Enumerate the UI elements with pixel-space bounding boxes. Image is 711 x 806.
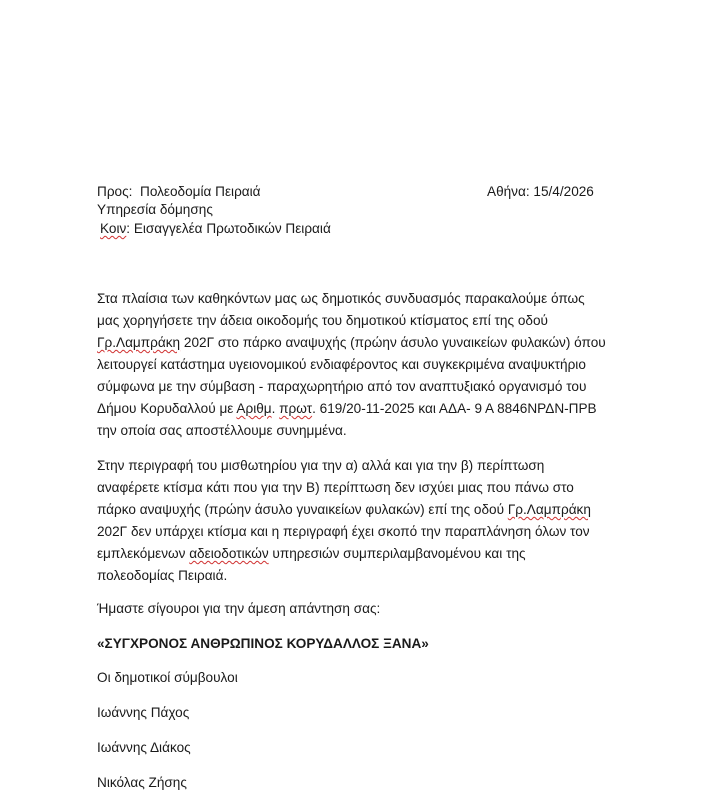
paragraph-1-text: .	[271, 401, 280, 416]
cc-prefix: Κοιν	[100, 221, 127, 236]
closing-sentence: Ήμαστε σίγουροι για την άμεση απάντηση σας:	[97, 601, 381, 616]
paragraph-2-line: αναφέρετε κτίσμα κάτι που για την Β) περίπτωση δεν ισχύει μιας που πάνω στο	[97, 480, 574, 495]
paragraph-1-line: λειτουργεί κατάστημα υγειονομικού ενδιαφέροντος και συγκεκριμένα αναψυκτήριο	[97, 357, 586, 372]
flagged-word: αδειοδοτικών	[189, 546, 269, 561]
paragraph-1-line: την οποία σας αποστέλλουμε συνημμένα.	[97, 423, 347, 438]
signatory-name: Νικόλας Ζήσης	[97, 775, 187, 790]
signatories-label: Οι δημοτικοί σύμβουλοι	[97, 670, 238, 685]
street-name: Γρ.Λαμπράκη	[507, 502, 591, 517]
abbreviation: Αριθμ	[236, 401, 272, 416]
signatory-name: Ιωάννης Πάχος	[97, 705, 190, 720]
cc-recipient: : Εισαγγελέα Πρωτοδικών Πειραιά	[126, 221, 331, 236]
document-date: Αθήνα: 15/4/2026	[487, 184, 594, 199]
paragraph-1-line: Στα πλαίσια των καθηκόντων μας ως δημοτικός συνδυασμός παρακαλούμε όπως	[97, 291, 585, 306]
recipient-department: Υπηρεσία δόμησης	[97, 202, 213, 217]
paragraph-1-line	[97, 398, 597, 419]
paragraph-1-line: μας χορηγήσετε την άδεια οικοδομής του δημοτικού κτίσματος επί της οδού	[97, 313, 548, 328]
paragraph-2-line: 202Γ δεν υπάρχει κτίσμα και η περιγραφή έχει σκοπό την παραπλάνηση όλων τον	[97, 524, 590, 539]
paragraph-2-text: εμπλεκόμενων	[97, 546, 190, 561]
recipient-name: Πολεοδομία Πειραιά	[140, 184, 261, 199]
paragraph-2-line: Στην περιγραφή του μισθωτηρίου για την α) αλλά και για την β) περίπτωση	[97, 458, 545, 473]
paragraph-2-line	[97, 499, 591, 520]
paragraph-1-line: σύμφωνα με την σύμβαση - παραχωρητήριο από τον αναπτυξιακό οργανισμό του	[97, 379, 587, 394]
paragraph-2-line	[97, 543, 526, 564]
paragraph-1-text: . 619/20-11-2025 και ΑΔΑ- 9 Α 8846ΝΡΔΝ-ΠΡΒ	[312, 401, 597, 416]
slogan: «ΣΥΓΧΡΟΝΟΣ ΑΝΘΡΩΠΙΝΟΣ ΚΟΡΥΔΑΛΛΟΣ ΞΑΝΑ»	[97, 636, 429, 651]
recipient-line	[97, 182, 261, 202]
cc-line	[100, 219, 331, 239]
paragraph-2-text: πάρκο αναψυχής (πρώην άσυλο γυναικείων φυλακών) επί της οδού	[97, 502, 508, 517]
recipient-prefix: Προς:	[97, 184, 133, 199]
paragraph-1-line	[97, 332, 606, 353]
paragraph-1-text: 202Γ στο πάρκο αναψυχής (πρώην άσυλο γυναικείων φυλακών) όπου	[180, 335, 606, 350]
abbreviation: πρωτ	[279, 401, 313, 416]
paragraph-2-line: πολεοδομίας Πειραιά.	[97, 568, 228, 583]
street-name: Γρ.Λαμπράκη	[97, 335, 181, 350]
paragraph-2-text: υπηρεσιών συμπεριλαμβανομένου και της	[268, 546, 526, 561]
paragraph-1-text: Δήμου Κορυδαλλού με	[97, 401, 237, 416]
signatory-name: Ιωάννης Διάκος	[97, 740, 191, 755]
